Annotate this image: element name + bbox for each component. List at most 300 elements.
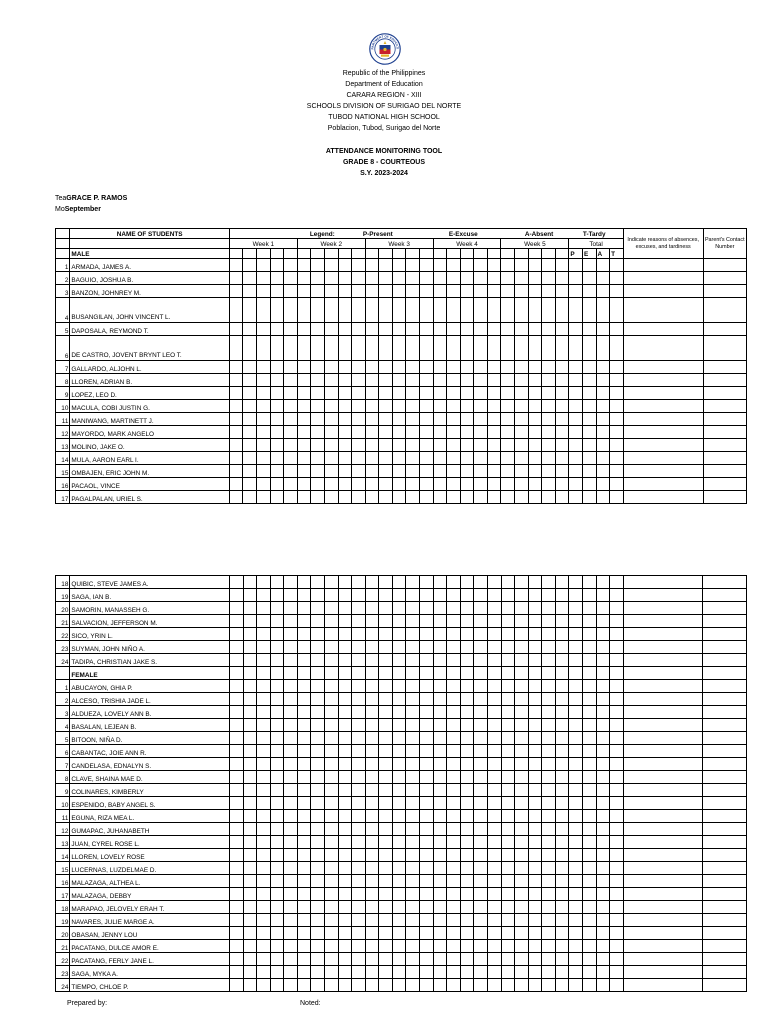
attendance-cell xyxy=(392,654,406,667)
total-cell xyxy=(596,615,610,628)
student-number: 7 xyxy=(56,361,70,374)
attendance-cell xyxy=(515,615,529,628)
attendance-cell xyxy=(257,875,271,888)
attendance-cell xyxy=(515,836,529,849)
attendance-cell xyxy=(474,413,488,426)
attendance-cell xyxy=(270,771,284,784)
attendance-cell xyxy=(392,439,406,452)
attendance-cell xyxy=(433,641,447,654)
student-name: LUCERNAS, LUZDELMAE D. xyxy=(70,862,230,875)
attendance-cell xyxy=(257,272,271,285)
attendance-cell xyxy=(379,706,393,719)
student-name: NAVARES, JULIE MARGE A. xyxy=(70,914,230,927)
attendance-cell xyxy=(243,602,257,615)
attendance-cell xyxy=(297,823,311,836)
total-cell xyxy=(569,491,583,504)
reason-cell xyxy=(623,771,703,784)
attendance-cell xyxy=(501,784,515,797)
attendance-cell xyxy=(352,875,366,888)
attendance-cell xyxy=(474,667,488,680)
attendance-cell xyxy=(392,849,406,862)
total-cell xyxy=(582,654,596,667)
attendance-cell xyxy=(243,797,257,810)
attendance-cell xyxy=(406,400,420,413)
attendance-cell xyxy=(474,589,488,602)
total-cell xyxy=(582,426,596,439)
attendance-cell xyxy=(229,862,243,875)
attendance-cell xyxy=(352,628,366,641)
attendance-cell xyxy=(324,628,338,641)
attendance-cell xyxy=(528,439,542,452)
attendance-cell xyxy=(406,323,420,336)
deped-seal-logo xyxy=(369,33,401,65)
attendance-cell xyxy=(528,953,542,966)
attendance-cell xyxy=(379,323,393,336)
attendance-cell xyxy=(487,979,501,992)
total-cell xyxy=(569,875,583,888)
attendance-cell xyxy=(406,823,420,836)
attendance-cell xyxy=(555,400,569,413)
total-cell xyxy=(610,745,624,758)
attendance-cell xyxy=(297,758,311,771)
attendance-cell xyxy=(555,810,569,823)
attendance-cell xyxy=(406,719,420,732)
contact-cell xyxy=(703,272,746,285)
attendance-cell xyxy=(447,732,461,745)
attendance-cell xyxy=(487,452,501,465)
attendance-cell xyxy=(460,719,474,732)
attendance-cell xyxy=(284,323,298,336)
total-cell xyxy=(582,602,596,615)
attendance-cell xyxy=(406,758,420,771)
day-header-cell xyxy=(379,249,393,259)
total-cell xyxy=(610,875,624,888)
attendance-cell xyxy=(379,439,393,452)
attendance-cell xyxy=(379,615,393,628)
attendance-cell xyxy=(474,732,488,745)
attendance-cell xyxy=(365,413,379,426)
male-label: MALE xyxy=(70,249,230,259)
attendance-cell xyxy=(487,836,501,849)
attendance-cell xyxy=(433,491,447,504)
attendance-cell xyxy=(501,862,515,875)
attendance-cell xyxy=(379,478,393,491)
total-cell xyxy=(610,413,624,426)
attendance-cell xyxy=(487,901,501,914)
attendance-cell xyxy=(406,771,420,784)
attendance-cell xyxy=(528,810,542,823)
attendance-cell xyxy=(542,823,556,836)
day-header-cell xyxy=(528,249,542,259)
attendance-cell xyxy=(392,823,406,836)
reason-cell xyxy=(623,758,703,771)
student-number: 19 xyxy=(56,914,70,927)
attendance-cell xyxy=(243,413,257,426)
attendance-cell xyxy=(338,374,352,387)
attendance-cell xyxy=(284,836,298,849)
attendance-cell xyxy=(433,797,447,810)
attendance-cell xyxy=(297,680,311,693)
attendance-cell xyxy=(379,361,393,374)
attendance-cell xyxy=(284,797,298,810)
attendance-cell xyxy=(284,914,298,927)
total-cell xyxy=(610,810,624,823)
month-value: September xyxy=(64,206,101,213)
attendance-cell xyxy=(311,914,325,927)
attendance-cell xyxy=(257,979,271,992)
attendance-cell xyxy=(392,589,406,602)
attendance-cell xyxy=(447,849,461,862)
total-cell xyxy=(596,452,610,465)
total-cell xyxy=(569,602,583,615)
attendance-cell xyxy=(257,589,271,602)
attendance-cell xyxy=(515,927,529,940)
student-row xyxy=(56,888,747,901)
attendance-cell xyxy=(420,667,434,680)
attendance-cell xyxy=(487,589,501,602)
student-number: 3 xyxy=(56,706,70,719)
attendance-cell xyxy=(433,589,447,602)
attendance-cell xyxy=(406,927,420,940)
attendance-cell xyxy=(542,628,556,641)
attendance-cell xyxy=(460,706,474,719)
attendance-cell xyxy=(379,979,393,992)
attendance-cell xyxy=(501,758,515,771)
attendance-cell xyxy=(243,478,257,491)
attendance-cell xyxy=(257,491,271,504)
attendance-cell xyxy=(297,862,311,875)
day-header-cell xyxy=(324,249,338,259)
attendance-cell xyxy=(392,862,406,875)
student-row xyxy=(56,875,747,888)
attendance-cell xyxy=(270,745,284,758)
attendance-cell xyxy=(338,323,352,336)
attendance-cell xyxy=(243,641,257,654)
total-cell xyxy=(569,374,583,387)
attendance-cell xyxy=(297,323,311,336)
attendance-cell xyxy=(515,875,529,888)
attendance-cell xyxy=(284,758,298,771)
attendance-cell xyxy=(311,439,325,452)
attendance-cell xyxy=(324,478,338,491)
attendance-cell xyxy=(420,615,434,628)
reason-cell xyxy=(623,641,703,654)
attendance-cell xyxy=(406,387,420,400)
student-number: 22 xyxy=(56,628,70,641)
attendance-cell xyxy=(542,413,556,426)
attendance-cell xyxy=(555,979,569,992)
reason-cell xyxy=(623,323,703,336)
attendance-cell xyxy=(542,602,556,615)
attendance-cell xyxy=(447,426,461,439)
attendance-cell xyxy=(460,615,474,628)
attendance-cell xyxy=(324,602,338,615)
attendance-cell xyxy=(365,361,379,374)
attendance-cell xyxy=(474,901,488,914)
total-cell xyxy=(569,667,583,680)
attendance-cell xyxy=(270,589,284,602)
attendance-cell xyxy=(324,387,338,400)
attendance-cell xyxy=(447,797,461,810)
attendance-cell xyxy=(487,914,501,927)
attendance-cell xyxy=(515,589,529,602)
reason-cell xyxy=(623,589,703,602)
student-row xyxy=(56,615,747,628)
attendance-cell xyxy=(528,823,542,836)
total-cell xyxy=(610,784,624,797)
attendance-cell xyxy=(284,361,298,374)
total-cell xyxy=(582,641,596,654)
attendance-cell xyxy=(542,706,556,719)
attendance-cell xyxy=(487,576,501,589)
attendance-cell xyxy=(487,784,501,797)
attendance-cell xyxy=(352,901,366,914)
reason-cell xyxy=(623,259,703,272)
attendance-cell xyxy=(243,888,257,901)
attendance-cell xyxy=(284,693,298,706)
attendance-cell xyxy=(487,667,501,680)
attendance-cell xyxy=(487,336,501,361)
total-cell xyxy=(582,628,596,641)
attendance-cell xyxy=(406,452,420,465)
student-name: COLINARES, KIMBERLY xyxy=(70,784,230,797)
student-row xyxy=(56,849,747,862)
reason-cell xyxy=(623,272,703,285)
attendance-cell xyxy=(365,693,379,706)
contact-cell xyxy=(703,706,747,719)
attendance-cell xyxy=(297,914,311,927)
attendance-cell xyxy=(515,285,529,298)
total-cell xyxy=(582,771,596,784)
attendance-cell xyxy=(528,862,542,875)
attendance-cell xyxy=(352,602,366,615)
attendance-cell xyxy=(243,810,257,823)
contact-cell xyxy=(703,374,746,387)
attendance-cell xyxy=(379,387,393,400)
attendance-cell xyxy=(257,426,271,439)
attendance-cell xyxy=(270,888,284,901)
attendance-cell xyxy=(352,797,366,810)
attendance-cell xyxy=(365,979,379,992)
contact-cell xyxy=(703,953,747,966)
attendance-cell xyxy=(257,439,271,452)
total-cell xyxy=(596,667,610,680)
attendance-cell xyxy=(420,680,434,693)
student-name: ESPENIDO, BABY ANGEL S. xyxy=(70,797,230,810)
attendance-cell xyxy=(447,680,461,693)
total-cell xyxy=(582,940,596,953)
attendance-cell xyxy=(270,732,284,745)
student-row xyxy=(56,654,747,667)
attendance-cell xyxy=(501,953,515,966)
attendance-cell xyxy=(501,940,515,953)
attendance-cell xyxy=(420,901,434,914)
attendance-cell xyxy=(420,298,434,323)
attendance-cell xyxy=(352,927,366,940)
attendance-cell xyxy=(420,361,434,374)
attendance-cell xyxy=(352,374,366,387)
parent-contact-header: Parent's Contact Number xyxy=(703,229,746,259)
total-cell xyxy=(569,259,583,272)
reason-cell xyxy=(623,413,703,426)
contact-cell xyxy=(703,693,747,706)
total-cell xyxy=(582,849,596,862)
total-cell xyxy=(610,914,624,927)
total-cell xyxy=(582,784,596,797)
attendance-cell xyxy=(257,745,271,758)
contact-cell xyxy=(703,732,747,745)
attendance-cell xyxy=(501,797,515,810)
attendance-cell xyxy=(229,875,243,888)
attendance-cell xyxy=(447,478,461,491)
attendance-cell xyxy=(406,953,420,966)
attendance-cell xyxy=(243,400,257,413)
attendance-cell xyxy=(311,771,325,784)
attendance-cell xyxy=(515,413,529,426)
reason-cell xyxy=(623,628,703,641)
attendance-cell xyxy=(447,465,461,478)
reason-cell xyxy=(623,452,703,465)
attendance-cell xyxy=(392,400,406,413)
attendance-cell xyxy=(433,615,447,628)
total-cell xyxy=(569,576,583,589)
attendance-cell xyxy=(460,491,474,504)
attendance-cell xyxy=(447,272,461,285)
total-cell xyxy=(610,719,624,732)
attendance-cell xyxy=(515,439,529,452)
total-cell xyxy=(569,641,583,654)
attendance-cell xyxy=(542,810,556,823)
attendance-cell xyxy=(474,272,488,285)
attendance-cell xyxy=(433,732,447,745)
attendance-cell xyxy=(243,576,257,589)
female-label: FEMALE xyxy=(70,667,230,680)
attendance-cell xyxy=(420,439,434,452)
attendance-cell xyxy=(270,361,284,374)
total-cell xyxy=(569,706,583,719)
attendance-cell xyxy=(420,576,434,589)
contact-cell xyxy=(703,771,747,784)
week-2-header: Week 2 xyxy=(297,239,365,249)
attendance-table-bottom xyxy=(55,575,747,992)
attendance-cell xyxy=(365,719,379,732)
attendance-cell xyxy=(406,784,420,797)
attendance-cell xyxy=(515,849,529,862)
total-code-e: E xyxy=(582,249,596,259)
attendance-cell xyxy=(365,323,379,336)
attendance-cell xyxy=(515,491,529,504)
attendance-cell xyxy=(528,259,542,272)
total-cell xyxy=(596,426,610,439)
attendance-cell xyxy=(257,628,271,641)
attendance-cell xyxy=(433,323,447,336)
attendance-cell xyxy=(433,914,447,927)
student-name: SICO, YRIN L. xyxy=(70,628,230,641)
attendance-cell xyxy=(243,452,257,465)
attendance-cell xyxy=(324,667,338,680)
attendance-cell xyxy=(338,862,352,875)
total-cell xyxy=(569,589,583,602)
attendance-cell xyxy=(474,810,488,823)
contact-cell xyxy=(703,491,746,504)
attendance-cell xyxy=(365,667,379,680)
attendance-cell xyxy=(311,602,325,615)
attendance-cell xyxy=(297,719,311,732)
attendance-cell xyxy=(257,602,271,615)
attendance-cell xyxy=(528,615,542,628)
header-line-address: Poblacion, Tubod, Surigao del Norte xyxy=(327,125,441,132)
total-cell xyxy=(582,875,596,888)
attendance-cell xyxy=(229,426,243,439)
attendance-cell xyxy=(311,810,325,823)
attendance-cell xyxy=(284,298,298,323)
attendance-cell xyxy=(460,589,474,602)
attendance-cell xyxy=(487,693,501,706)
attendance-cell xyxy=(447,784,461,797)
name-of-students-header: NAME OF STUDENTS xyxy=(70,229,230,239)
attendance-cell xyxy=(297,693,311,706)
attendance-cell xyxy=(365,784,379,797)
student-number: 11 xyxy=(56,413,70,426)
attendance-cell xyxy=(311,272,325,285)
attendance-cell xyxy=(420,259,434,272)
attendance-cell xyxy=(433,426,447,439)
attendance-cell xyxy=(284,966,298,979)
attendance-cell xyxy=(229,979,243,992)
student-name: MARAPAO, JELOVELY ERAH T. xyxy=(70,901,230,914)
attendance-cell xyxy=(447,979,461,992)
attendance-cell xyxy=(555,413,569,426)
student-name: ALDUEZA, LOVELY ANN B. xyxy=(70,706,230,719)
attendance-cell xyxy=(460,654,474,667)
attendance-cell xyxy=(365,797,379,810)
total-cell xyxy=(582,285,596,298)
attendance-cell xyxy=(392,836,406,849)
attendance-cell xyxy=(338,914,352,927)
attendance-cell xyxy=(420,589,434,602)
attendance-cell xyxy=(555,628,569,641)
student-name: BASALAN, LEJEAN B. xyxy=(70,719,230,732)
attendance-cell xyxy=(352,576,366,589)
attendance-cell xyxy=(270,323,284,336)
attendance-cell xyxy=(243,979,257,992)
student-row xyxy=(56,693,747,706)
attendance-cell xyxy=(433,771,447,784)
total-cell xyxy=(582,478,596,491)
attendance-cell xyxy=(229,914,243,927)
student-row xyxy=(56,745,747,758)
attendance-cell xyxy=(501,849,515,862)
attendance-cell xyxy=(501,336,515,361)
attendance-cell xyxy=(229,272,243,285)
attendance-cell xyxy=(420,914,434,927)
attendance-cell xyxy=(542,797,556,810)
student-number: 2 xyxy=(56,272,70,285)
total-cell xyxy=(596,478,610,491)
attendance-cell xyxy=(420,693,434,706)
attendance-cell xyxy=(501,706,515,719)
total-cell xyxy=(610,953,624,966)
attendance-cell xyxy=(555,491,569,504)
total-cell xyxy=(596,901,610,914)
attendance-cell xyxy=(392,361,406,374)
reason-cell xyxy=(623,667,703,680)
total-cell xyxy=(596,966,610,979)
attendance-cell xyxy=(406,706,420,719)
reason-cell xyxy=(623,875,703,888)
attendance-cell xyxy=(270,797,284,810)
contact-cell xyxy=(703,888,747,901)
